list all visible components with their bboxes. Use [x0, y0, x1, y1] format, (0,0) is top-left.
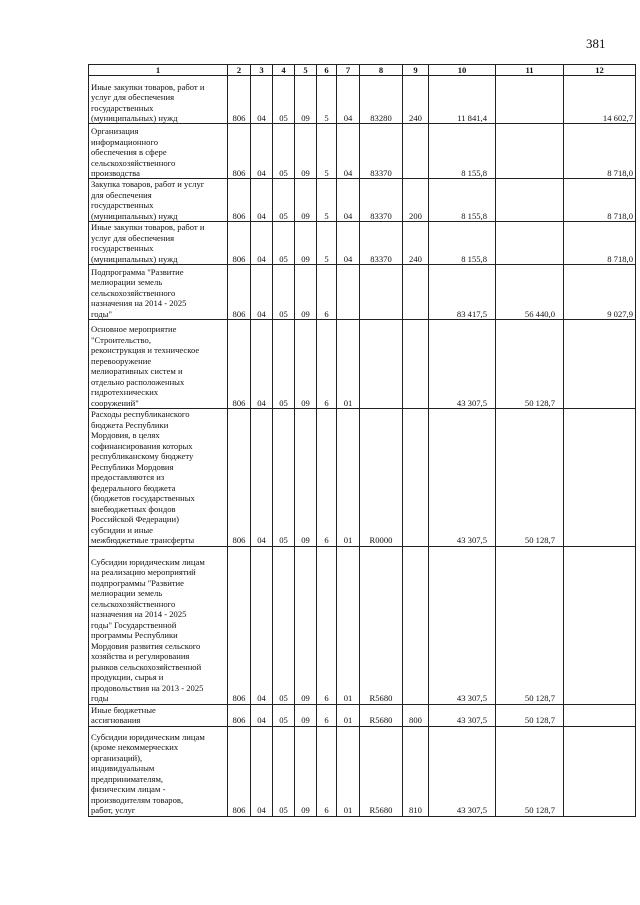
target-code-cell: R0000 [360, 409, 403, 546]
section-code-cell: 04 [251, 179, 273, 222]
table-row [89, 222, 636, 265]
item-name-cell: Субсидии юридическим лицам на реализацию мероприятий подпрограммы "Развитие мелиорации земель сельскохозяйственного назначения на 2014 - 2025 годы" Государственной программы Республики Мордовия развития сельского хозяйства и регулирования рынков сельскохозяйственной продукции, сырья и продовольствия на 2013 - 2025 годы [89, 546, 228, 704]
section-code-cell: 04 [251, 409, 273, 546]
program-code-cell: 09 [295, 546, 317, 704]
expense-type-cell: 200 [403, 179, 429, 222]
column-header: 11 [496, 65, 564, 76]
event-code-cell: 01 [337, 546, 360, 704]
subprogram-code-cell: 6 [317, 320, 337, 409]
section-code-cell: 04 [251, 726, 273, 816]
budget-code-cell: 806 [228, 726, 251, 816]
amount-col12-cell: 9 027,9 [564, 265, 636, 320]
column-header: 8 [360, 65, 403, 76]
event-code-cell: 01 [337, 726, 360, 816]
item-name-cell: Организация информационного обеспечения в сфере сельскохозяйственного производства [89, 124, 228, 179]
budget-code-cell: 806 [228, 76, 251, 124]
subsection-code-cell: 05 [273, 76, 295, 124]
subsection-code-cell: 05 [273, 726, 295, 816]
target-code-cell [360, 320, 403, 409]
budget-code-cell: 806 [228, 222, 251, 265]
amount-col11-cell: 50 128,7 [496, 546, 564, 704]
header-row [89, 65, 636, 76]
amount-col10-cell: 43 307,5 [429, 320, 496, 409]
budget-code-cell: 806 [228, 124, 251, 179]
subprogram-code-cell: 6 [317, 409, 337, 546]
program-code-cell: 09 [295, 124, 317, 179]
event-code-cell: 04 [337, 124, 360, 179]
column-header: 3 [251, 65, 273, 76]
program-code-cell: 09 [295, 320, 317, 409]
event-code-cell: 01 [337, 409, 360, 546]
column-header: 5 [295, 65, 317, 76]
column-header: 12 [564, 65, 636, 76]
target-code-cell: 83370 [360, 222, 403, 265]
amount-col12-cell [564, 546, 636, 704]
page-number: 381 [586, 36, 606, 51]
amount-col12-cell [564, 320, 636, 409]
amount-col10-cell: 43 307,5 [429, 409, 496, 546]
expense-type-cell [403, 546, 429, 704]
amount-col10-cell: 8 155,8 [429, 124, 496, 179]
section-code-cell: 04 [251, 704, 273, 726]
expense-type-cell [403, 124, 429, 179]
event-code-cell: 04 [337, 179, 360, 222]
subprogram-code-cell: 5 [317, 179, 337, 222]
item-name-cell: Иные закупки товаров, работ и услуг для обеспечения государственных (муниципальных) нужд [89, 222, 228, 265]
target-code-cell: R5680 [360, 546, 403, 704]
subsection-code-cell: 05 [273, 320, 295, 409]
section-code-cell: 04 [251, 265, 273, 320]
amount-col11-cell [496, 179, 564, 222]
amount-col10-cell: 83 417,5 [429, 265, 496, 320]
amount-col10-cell: 8 155,8 [429, 179, 496, 222]
amount-col12-cell: 8 718,0 [564, 179, 636, 222]
budget-code-cell: 806 [228, 546, 251, 704]
table-row [89, 265, 636, 320]
table-row [89, 409, 636, 546]
amount-col12-cell [564, 409, 636, 546]
subsection-code-cell: 05 [273, 704, 295, 726]
item-name-cell: Закупка товаров, работ и услуг для обеспечения государственных (муниципальных) нужд [89, 179, 228, 222]
table-row [89, 124, 636, 179]
amount-col12-cell [564, 726, 636, 816]
program-code-cell: 09 [295, 704, 317, 726]
subprogram-code-cell: 6 [317, 704, 337, 726]
subprogram-code-cell: 6 [317, 265, 337, 320]
amount-col11-cell: 50 128,7 [496, 409, 564, 546]
amount-col12-cell: 14 602,7 [564, 76, 636, 124]
budget-code-cell: 806 [228, 704, 251, 726]
budget-table [88, 64, 636, 817]
program-code-cell: 09 [295, 179, 317, 222]
table-row [89, 704, 636, 726]
amount-col12-cell: 8 718,0 [564, 222, 636, 265]
expense-type-cell: 810 [403, 726, 429, 816]
column-header: 10 [429, 65, 496, 76]
item-name-cell: Расходы республиканского бюджета Республики Мордовия, в целях софинансирования которых республиканскому бюджету Республики Мордовия предоставляются из федерального бюджета (бюджетов государственных внебюджетных фондов Российской Федерации) субсидии и иные межбюджетные трансферты [89, 409, 228, 546]
target-code-cell: R5680 [360, 726, 403, 816]
budget-code-cell: 806 [228, 320, 251, 409]
event-code-cell: 01 [337, 320, 360, 409]
item-name-cell: Иные закупки товаров, работ и услуг для обеспечения государственных (муниципальных) нужд [89, 76, 228, 124]
amount-col10-cell: 43 307,5 [429, 704, 496, 726]
amount-col11-cell [496, 222, 564, 265]
amount-col11-cell: 50 128,7 [496, 726, 564, 816]
target-code-cell: 83370 [360, 179, 403, 222]
column-header: 2 [228, 65, 251, 76]
event-code-cell: 04 [337, 76, 360, 124]
amount-col11-cell: 50 128,7 [496, 704, 564, 726]
section-code-cell: 04 [251, 320, 273, 409]
item-name-cell: Основное мероприятие "Строительство, реконструкция и техническое перевооружение мелиоративных систем и отдельно расположенных гидротехнических сооружений" [89, 320, 228, 409]
item-name-cell: Иные бюджетные ассигнования [89, 704, 228, 726]
program-code-cell: 09 [295, 222, 317, 265]
section-code-cell: 04 [251, 222, 273, 265]
budget-code-cell: 806 [228, 409, 251, 546]
target-code-cell: 83280 [360, 76, 403, 124]
table-row [89, 546, 636, 704]
column-header: 6 [317, 65, 337, 76]
amount-col10-cell: 43 307,5 [429, 726, 496, 816]
event-code-cell [337, 265, 360, 320]
subsection-code-cell: 05 [273, 265, 295, 320]
amount-col11-cell [496, 124, 564, 179]
event-code-cell: 04 [337, 222, 360, 265]
program-code-cell: 09 [295, 726, 317, 816]
target-code-cell: R5680 [360, 704, 403, 726]
expense-type-cell: 240 [403, 76, 429, 124]
expense-type-cell [403, 320, 429, 409]
table-row [89, 76, 636, 124]
table-row [89, 320, 636, 409]
section-code-cell: 04 [251, 546, 273, 704]
expense-type-cell: 240 [403, 222, 429, 265]
item-name-cell: Подпрограмма "Развитие мелиорации земель сельскохозяйственного назначения на 2014 - 2025 годы" [89, 265, 228, 320]
budget-code-cell: 806 [228, 179, 251, 222]
item-name-cell: Субсидии юридическим лицам (кроме некоммерческих организаций), индивидуальным предпринимателям, физическим лицам - производителям товаров, работ, услуг [89, 726, 228, 816]
subsection-code-cell: 05 [273, 124, 295, 179]
program-code-cell: 09 [295, 76, 317, 124]
program-code-cell: 09 [295, 409, 317, 546]
table-row [89, 179, 636, 222]
subsection-code-cell: 05 [273, 222, 295, 265]
subprogram-code-cell: 6 [317, 546, 337, 704]
amount-col10-cell: 11 841,4 [429, 76, 496, 124]
amount-col10-cell: 8 155,8 [429, 222, 496, 265]
subsection-code-cell: 05 [273, 409, 295, 546]
column-header: 9 [403, 65, 429, 76]
target-code-cell: 83370 [360, 124, 403, 179]
subprogram-code-cell: 5 [317, 124, 337, 179]
expense-type-cell [403, 409, 429, 546]
expense-type-cell: 800 [403, 704, 429, 726]
amount-col11-cell [496, 76, 564, 124]
column-header: 1 [89, 65, 228, 76]
target-code-cell [360, 265, 403, 320]
column-header: 7 [337, 65, 360, 76]
budget-code-cell: 806 [228, 265, 251, 320]
amount-col12-cell [564, 704, 636, 726]
program-code-cell: 09 [295, 265, 317, 320]
amount-col11-cell: 50 128,7 [496, 320, 564, 409]
expense-type-cell [403, 265, 429, 320]
column-header: 4 [273, 65, 295, 76]
section-code-cell: 04 [251, 76, 273, 124]
table-row [89, 726, 636, 816]
section-code-cell: 04 [251, 124, 273, 179]
amount-col10-cell: 43 307,5 [429, 546, 496, 704]
subprogram-code-cell: 5 [317, 222, 337, 265]
subsection-code-cell: 05 [273, 179, 295, 222]
subprogram-code-cell: 5 [317, 76, 337, 124]
event-code-cell: 01 [337, 704, 360, 726]
subprogram-code-cell: 6 [317, 726, 337, 816]
subsection-code-cell: 05 [273, 546, 295, 704]
amount-col12-cell: 8 718,0 [564, 124, 636, 179]
amount-col11-cell: 56 440,0 [496, 265, 564, 320]
